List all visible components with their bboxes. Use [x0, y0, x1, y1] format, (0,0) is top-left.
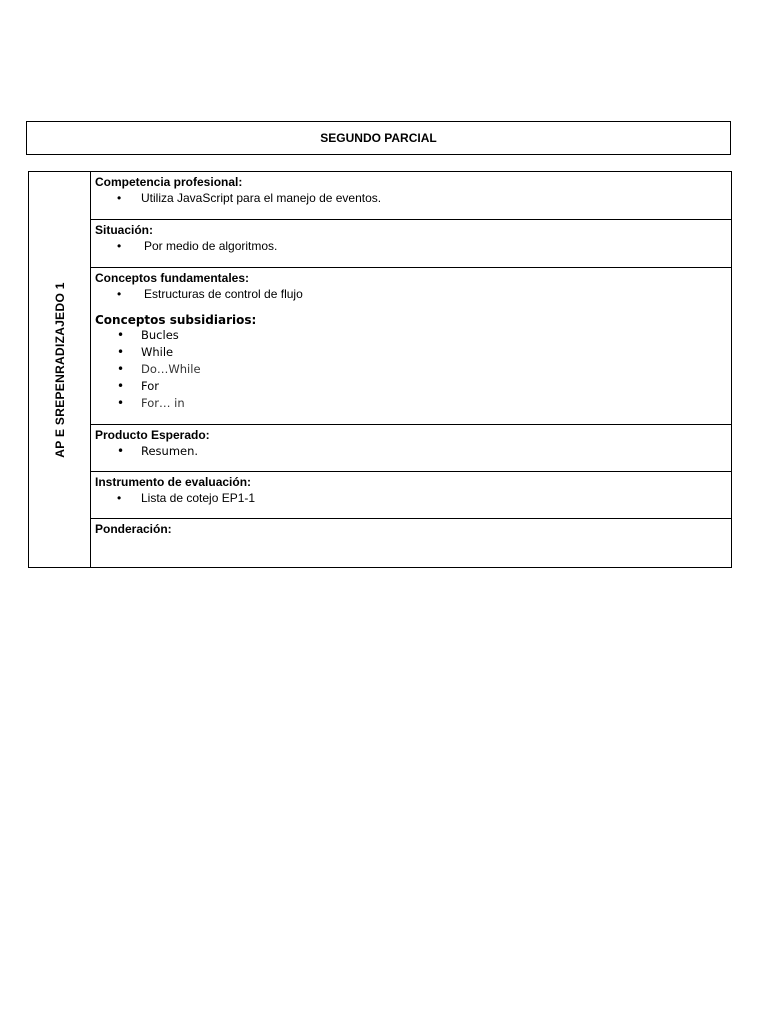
conceptos-section: [91, 268, 731, 425]
bullet-icon: •: [117, 328, 125, 342]
competencia-title: Competencia profesional:: [95, 175, 243, 189]
competencia-list: [95, 190, 727, 207]
bullet-icon: •: [117, 345, 125, 359]
list-item: • Estructuras de control de flujo: [117, 287, 303, 301]
plan-table: [28, 171, 732, 568]
list-item: • Bucles: [117, 328, 179, 342]
instrumento-title: Instrumento de evaluación:: [95, 475, 252, 489]
instrumento-list: [95, 490, 727, 507]
list-item: • Por medio de algoritmos.: [117, 239, 278, 253]
conceptos-subsidiarios-title: Conceptos subsidiarios:: [95, 313, 257, 327]
list-item: • For… in: [117, 396, 185, 410]
producto-section: [91, 425, 731, 472]
side-label-cell: [29, 172, 91, 567]
content-column: [91, 172, 731, 567]
bullet-icon: •: [117, 491, 122, 505]
list-item: • Resumen.: [117, 444, 199, 458]
bullet-icon: •: [117, 396, 125, 410]
list-item: • While: [117, 345, 174, 359]
situacion-title: Situación:: [95, 223, 154, 237]
list-item: • For: [117, 379, 159, 393]
competencia-section: [91, 172, 731, 220]
bullet-icon: •: [117, 287, 122, 301]
situacion-list: [95, 238, 727, 255]
page-title: SEGUNDO PARCIAL: [320, 131, 437, 145]
list-item: • Do…While: [117, 362, 201, 376]
producto-title: Producto Esperado:: [95, 428, 210, 442]
side-label: AP E SREPENRADIZAJEDO 1: [52, 281, 67, 458]
bullet-icon: •: [117, 379, 125, 393]
producto-list: [95, 443, 727, 460]
page-title-box: [26, 121, 731, 155]
bullet-icon: •: [117, 362, 125, 376]
conceptos-fundamentales-title: Conceptos fundamentales:: [95, 271, 250, 285]
bullet-icon: •: [117, 191, 122, 205]
bullet-icon: •: [117, 444, 125, 458]
bullet-icon: •: [117, 239, 122, 253]
list-item: • Utiliza JavaScript para el manejo de eventos.: [117, 191, 382, 205]
situacion-section: [91, 220, 731, 268]
ponderacion-title: Ponderación:: [95, 522, 172, 536]
list-item: • Lista de cotejo EP1-1: [117, 491, 256, 505]
instrumento-section: [91, 472, 731, 519]
ponderacion-section: [91, 519, 731, 567]
conceptos-subsidiarios-list: [95, 327, 727, 412]
conceptos-fundamentales-list: [95, 286, 727, 303]
